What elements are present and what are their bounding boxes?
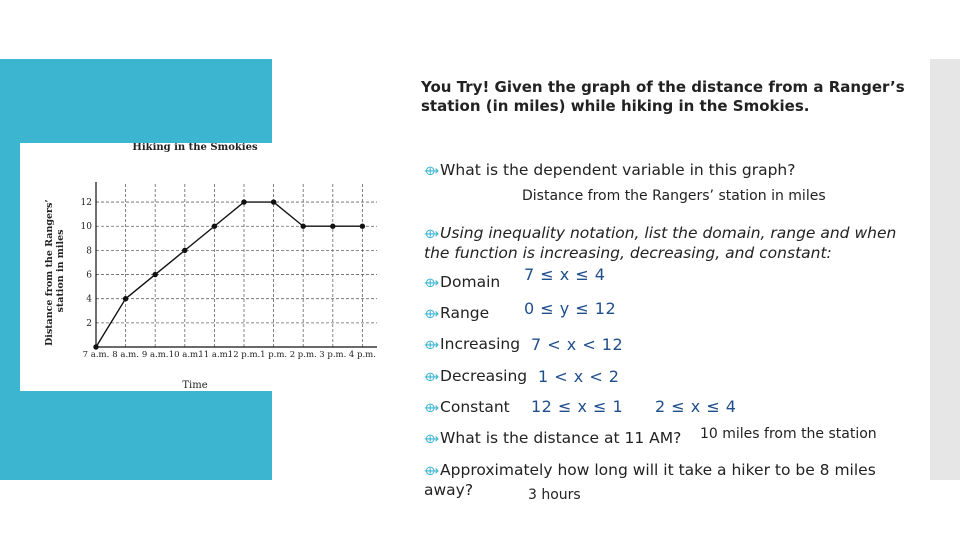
data-point <box>123 296 128 301</box>
constant-row <box>424 398 510 418</box>
answer-distance-11am: 10 miles from the station <box>700 426 877 442</box>
x-tick-label: 12 p.m. <box>227 350 261 360</box>
data-point <box>360 224 365 229</box>
bullet-icon: ⟴ <box>424 164 440 179</box>
decreasing-label: Decreasing <box>440 367 528 385</box>
plot-area <box>81 182 377 360</box>
domain-value: 7 ≤ x ≤ 4 <box>524 265 606 284</box>
range-value: 0 ≤ y ≤ 12 <box>524 299 617 318</box>
domain-row <box>424 273 500 293</box>
bullet-icon: ⟴ <box>424 370 440 385</box>
x-tick-label: 7 a.m. <box>82 350 110 360</box>
x-tick-label: 4 p.m. <box>348 350 376 360</box>
data-point <box>153 272 158 277</box>
graph-card <box>20 143 377 391</box>
question-eight-miles <box>424 461 914 500</box>
x-tick-label: 9 a.m. <box>141 350 169 360</box>
constant-label: Constant <box>440 398 510 416</box>
data-point <box>301 224 306 229</box>
hiking-chart <box>20 143 377 391</box>
data-point <box>330 224 335 229</box>
data-point <box>271 199 276 204</box>
y-tick-label: 12 <box>80 198 92 209</box>
data-point <box>93 344 98 349</box>
x-tick-label: 11 a.m. <box>198 350 231 360</box>
y-tick-label: 10 <box>80 222 92 233</box>
x-tick-label: 1 p.m. <box>260 350 288 360</box>
x-tick-label: 3 p.m. <box>319 350 347 360</box>
y-tick-label: 4 <box>86 294 92 305</box>
range-row <box>424 304 489 324</box>
range-label: Range <box>440 304 490 322</box>
bullet-icon: ⟴ <box>424 338 440 353</box>
y-tick-label: 2 <box>86 318 92 329</box>
decreasing-value: 1 < x < 2 <box>538 367 620 386</box>
slide-title: You Try! Given the graph of the distance from a Ranger’s station (in miles) while hiking in the Smokies. <box>421 78 905 115</box>
bullet-icon: ⟴ <box>424 307 440 322</box>
x-tick-label: 8 a.m. <box>112 350 139 360</box>
question-text: What is the dependent variable in this graph? <box>440 161 796 179</box>
answer-eight-miles: 3 hours <box>528 487 581 503</box>
question-text: What is the distance at 11 AM? <box>440 429 682 447</box>
constant-value-2: 2 ≤ x ≤ 4 <box>655 397 737 416</box>
x-tick-label: 2 p.m. <box>289 350 317 360</box>
question-text: Using inequality notation, list the domain, range and when the function is increasing, decreasing, and constant: <box>424 224 897 262</box>
x-tick-label: 10 a.m. <box>168 350 201 360</box>
chart-xlabel: Time <box>182 380 208 391</box>
question-dependent-variable <box>424 161 795 181</box>
question-text: Approximately how long will it take a hiker to be 8 miles away? <box>424 461 876 499</box>
chart-ylabel: Distance from the Rangers’ station in miles <box>44 199 66 347</box>
question-inequality <box>424 224 914 263</box>
constant-value-1: 12 ≤ x ≤ 1 <box>531 397 624 416</box>
increasing-value: 7 < x < 12 <box>531 335 624 354</box>
data-point <box>182 248 187 253</box>
increasing-label: Increasing <box>440 335 521 353</box>
side-bar <box>930 59 960 480</box>
bullet-icon: ⟴ <box>424 401 440 416</box>
bullet-icon: ⟴ <box>424 464 440 479</box>
question-distance-11am <box>424 429 681 449</box>
decreasing-row <box>424 367 527 387</box>
data-point <box>212 224 217 229</box>
chart-title: Hiking in the Smokies <box>132 143 258 153</box>
data-point <box>241 199 246 204</box>
y-tick-label: 6 <box>86 270 92 281</box>
answer-dependent-variable: Distance from the Rangers’ station in miles <box>522 188 826 204</box>
bullet-icon: ⟴ <box>424 227 440 242</box>
bullet-icon: ⟴ <box>424 432 440 447</box>
bullet-icon: ⟴ <box>424 276 440 291</box>
domain-label: Domain <box>440 273 501 291</box>
increasing-row <box>424 335 520 355</box>
y-tick-label: 8 <box>86 246 92 257</box>
